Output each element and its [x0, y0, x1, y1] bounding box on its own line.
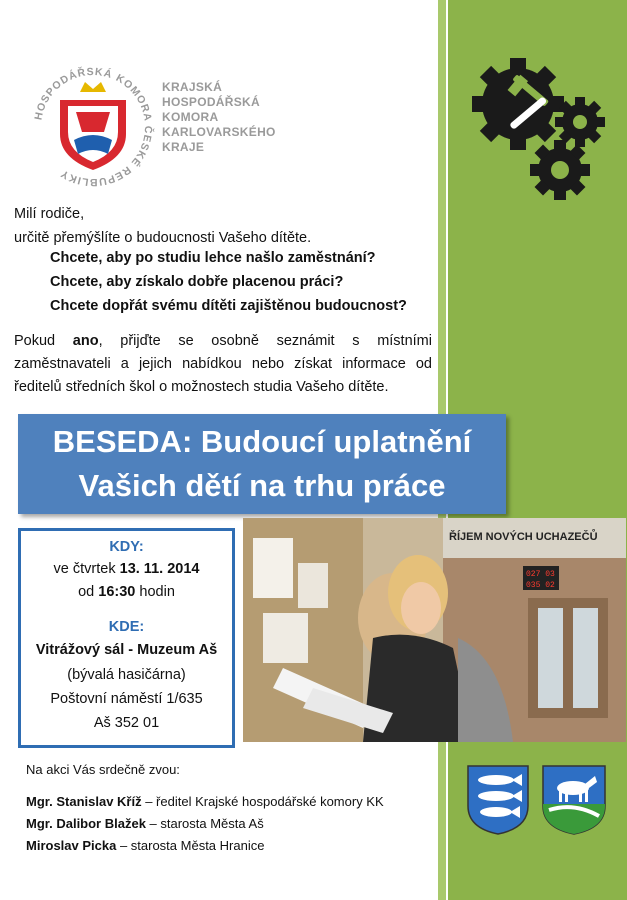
- where-label: KDE:: [108, 619, 145, 635]
- as-crest: [466, 764, 530, 836]
- photo-sign: ŘÍJEM NOVÝCH UCHAZEČŮ: [449, 531, 598, 543]
- organization-name: KRAJSKÁ HOSPODÁŘSKÁ KOMORA KARLOVARSKÉHO KRAJE: [162, 80, 276, 154]
- question-2: Chcete, aby získalo dobře placenou práci?: [50, 274, 344, 290]
- when-label: KDY:: [109, 539, 144, 555]
- question-1: Chcete, aby po studiu lehce našlo zaměstnání?: [50, 250, 376, 266]
- address: Poštovní náměstí 1/635: [50, 691, 203, 707]
- banner-line-2: Vašich dětí na trhu práce: [78, 468, 446, 503]
- question-3: Chcete dopřát svému dítěti zajištěnou budoucnost?: [50, 298, 407, 314]
- invitation-paragraph: Pokud ano, přijďte se osobně seznámit s místními zaměstnavateli a jejich nabídkou nebo získat informace od ředitelů středních škol o možnostech studia Vašeho dítěte.: [14, 333, 432, 395]
- invite-text: Na akci Vás srdečně zvou:: [26, 762, 180, 777]
- venue: Vitrážový sál - Muzeum Aš: [35, 642, 218, 658]
- banner-line-1: BESEDA: Budoucí uplatnění: [52, 424, 472, 459]
- event-info-box: [18, 528, 235, 748]
- event-banner: [18, 414, 506, 514]
- display-top: 027 03: [526, 570, 555, 579]
- gears-icon: [468, 52, 608, 202]
- event-time: od 16:30 hodin: [78, 584, 175, 600]
- svg-text:HOSPODÁŘSKÁ KOMORA ČESKÉ REPUB: HOSPODÁŘSKÁ KOMORA ČESKÉ REPUBLIKY: [32, 65, 155, 189]
- signatory-1: Mgr. Stanislav Kříž – ředitel Krajské hospodářské komory KK: [26, 794, 384, 809]
- signatory-3: Miroslav Picka – starosta Města Hranice: [26, 838, 265, 853]
- display-bottom: 035 02: [526, 581, 555, 590]
- event-photo: [243, 518, 626, 742]
- city: Aš 352 01: [93, 715, 160, 731]
- greeting: Milí rodiče, určitě přemýšlíte o budoucnosti Vašeho dítěte.: [14, 206, 312, 246]
- venue-note: (bývalá hasičárna): [67, 667, 186, 683]
- hranice-crest: [541, 764, 607, 836]
- chamber-logo: [28, 62, 158, 192]
- signatory-2: Mgr. Dalibor Blažek – starosta Města Aš: [26, 816, 264, 831]
- event-date: ve čtvrtek 13. 11. 2014: [53, 561, 200, 577]
